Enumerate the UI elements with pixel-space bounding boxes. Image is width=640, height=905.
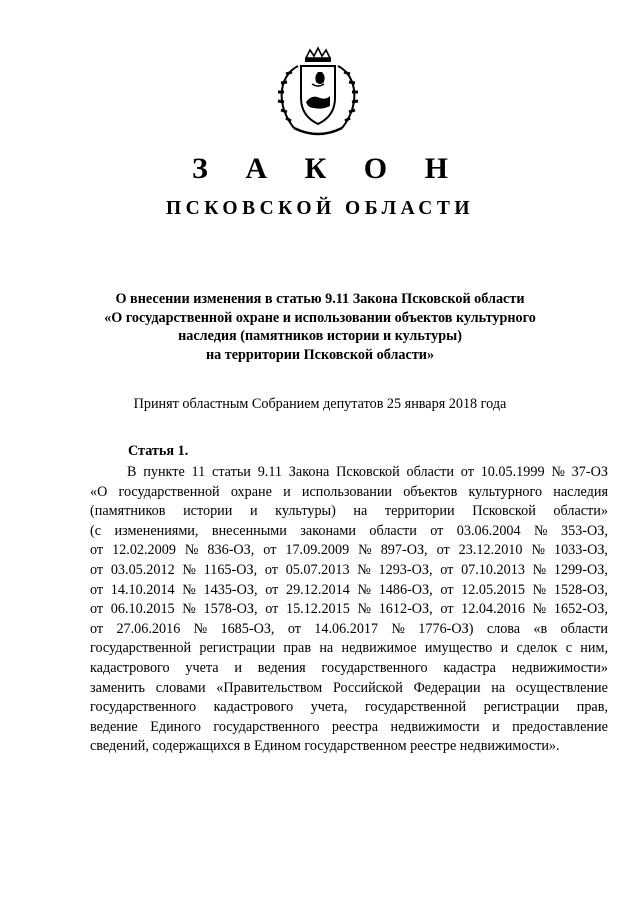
article-word: 897-ОЗ, [380, 542, 428, 559]
article-word: от [265, 581, 279, 598]
article-word: учета, [310, 699, 348, 716]
article-word: 353-ОЗ, [560, 522, 608, 539]
article-word: 1165-ОЗ, [203, 561, 258, 578]
article-word: от [440, 581, 454, 598]
article-word: Закона [288, 464, 330, 480]
article-word: культурного [468, 483, 543, 500]
article-word: и [249, 503, 258, 520]
article-word: от [264, 561, 278, 578]
article-word: 836-ОЗ, [207, 542, 255, 559]
article-word: содержащихся [152, 738, 244, 755]
article-line [90, 737, 608, 757]
article-word: государственного [321, 659, 428, 676]
article-word: области» [553, 503, 608, 520]
article-word: от [265, 601, 279, 618]
article-word: области [406, 464, 454, 480]
article-word: № [551, 464, 565, 480]
article-word: 1299-ОЗ, [553, 561, 608, 578]
article-line [90, 581, 608, 601]
article-word: ведения [257, 659, 306, 676]
article-word: от [436, 542, 450, 559]
article-word: использовании [301, 483, 393, 500]
article-word: государственного [213, 718, 320, 735]
article-word: (памятников [90, 503, 166, 520]
article-word: заменить [90, 679, 146, 696]
article-word: 12.04.2016 [461, 601, 525, 618]
article-word: ним, [580, 640, 608, 657]
article-line [90, 679, 608, 699]
article-word: № [532, 581, 547, 598]
article-word: на [353, 503, 368, 520]
article-word: недвижимости» [511, 659, 608, 676]
article-line [90, 659, 608, 679]
article-word: реестре [410, 738, 460, 755]
article-word: 14.06.2017 [314, 620, 379, 637]
article-line [90, 718, 608, 738]
article-word: 1033-ОЗ, [553, 542, 608, 559]
article-word: 1486-ОЗ, [378, 581, 433, 598]
article-word: кадастрового [90, 659, 170, 676]
article-word: и [500, 640, 509, 657]
article-word: 14.10.2014 [110, 581, 175, 598]
article-word: от [430, 522, 444, 539]
article-word: 12.05.2015 [461, 581, 525, 598]
article-word: сделок [516, 640, 558, 657]
article-word: 1652-ОЗ, [553, 601, 608, 618]
article-word: культуры) [275, 503, 336, 520]
article-word: «Правительством [216, 679, 323, 696]
article-word: 27.06.2016 [116, 620, 181, 637]
article-word: 03.06.2004 [456, 522, 521, 539]
article-word: 06.10.2015 [110, 601, 175, 618]
article-word: 15.12.2015 [285, 601, 350, 618]
article-word: 07.10.2013 [461, 561, 525, 578]
article-word: области [369, 522, 417, 539]
article-word: государственного [90, 699, 197, 716]
article-word: от [263, 542, 277, 559]
article-word: регистрации [483, 699, 560, 716]
article-word: № [193, 620, 208, 637]
law-title: З А К О Н [192, 152, 463, 185]
article-word: от [440, 561, 454, 578]
article-word: государственном [304, 738, 411, 755]
article-word: кадастра [443, 659, 496, 676]
article-word: (с [90, 522, 102, 539]
article-word: кадастрового [213, 699, 294, 716]
subject-line: наследия (памятников истории и культуры) [178, 328, 462, 344]
article-word: 1293-ОЗ, [378, 561, 433, 578]
article-word: № [532, 601, 547, 618]
article-word: от [90, 561, 104, 578]
article-word: 37-ОЗ [571, 464, 608, 480]
article-word: № [531, 542, 545, 559]
article-heading: Статья 1. [128, 443, 189, 459]
article-word: от [287, 620, 301, 637]
article-word: недвижимое [341, 640, 417, 657]
article-line [90, 561, 608, 581]
subject-line: О внесении изменения в статью 9.11 Закона Псковской области [115, 291, 525, 307]
article-word: от [460, 464, 474, 480]
article-word: регистрации [199, 640, 276, 657]
article-line [90, 541, 608, 561]
article-word: осуществление [515, 679, 608, 696]
article-word: на [491, 679, 506, 696]
article-word: № [391, 620, 405, 637]
article-word: в [243, 738, 254, 755]
article-word: 11 [191, 464, 206, 480]
article-line [90, 483, 608, 503]
article-word: от [90, 581, 104, 598]
article-word: «О [90, 483, 108, 500]
article-word: статьи [212, 464, 251, 480]
article-word: № [182, 581, 196, 598]
article-word: с [565, 640, 572, 657]
article-line [90, 620, 608, 640]
article-word: и [283, 483, 291, 500]
article-word: 10.05.1999 [480, 464, 545, 480]
article-word: недвижимости». [459, 738, 560, 755]
article-word: государственной [90, 640, 192, 657]
article-word: 1776-ОЗ) [418, 620, 474, 637]
article-word: В [127, 464, 137, 480]
article-word: пункте [143, 464, 185, 480]
article-word: 1435-ОЗ, [203, 581, 258, 598]
article-word: 23.12.2010 [458, 542, 523, 559]
law-region: ПСКОВСКОЙ ОБЛАСТИ [166, 198, 474, 219]
article-word: № [182, 601, 196, 618]
article-line [90, 698, 608, 718]
article-line [90, 639, 608, 659]
article-word: наследия [553, 483, 608, 500]
article-word: недвижимости [390, 718, 480, 735]
subject-line: «О государственной охране и использовании объектов культурного [104, 309, 536, 326]
article-word: № [357, 581, 372, 598]
article-word: истории [183, 503, 233, 520]
article-word: внесенными [211, 522, 287, 539]
article-word: 03.05.2012 [110, 561, 175, 578]
article-word: ведение [90, 718, 138, 735]
article-word: изменениями, [114, 522, 199, 539]
article-word: объектов [403, 483, 458, 500]
article-word: и [492, 718, 500, 735]
adoption-statement: Принят областным Собранием депутатов 25 января 2018 года [133, 396, 507, 412]
article-word: № [358, 542, 372, 559]
article-word: от [90, 542, 104, 559]
article-word: области [560, 620, 608, 637]
article-word: словами [155, 679, 206, 696]
article-word: 12.02.2009 [112, 542, 176, 559]
article-word: законами [300, 522, 356, 539]
article-body [90, 463, 608, 757]
article-word: от [90, 601, 104, 618]
article-line [90, 600, 608, 620]
article-word: на [319, 640, 334, 657]
article-word: 1578-ОЗ, [203, 601, 258, 618]
article-line [90, 463, 608, 483]
law-subject [80, 290, 560, 364]
article-word: 1685-ОЗ, [220, 620, 275, 637]
article-word: № [532, 561, 547, 578]
article-word: имущество [424, 640, 493, 657]
article-word: слова [486, 620, 521, 637]
article-word: 1612-ОЗ, [378, 601, 433, 618]
article-word: 05.07.2013 [285, 561, 350, 578]
article-word: 1528-ОЗ, [553, 581, 608, 598]
article-word: Единого [150, 718, 201, 735]
article-word: Российской [332, 679, 403, 696]
article-word: реестра [331, 718, 379, 735]
article-word: 17.09.2009 [285, 542, 350, 559]
article-word: от [90, 620, 104, 637]
article-word: № [357, 601, 372, 618]
article-word: № [184, 542, 199, 559]
article-word: Федерации [413, 679, 481, 696]
article-word: 9.11 [257, 464, 282, 480]
article-word: Едином [253, 738, 305, 755]
article-word: прав, [576, 699, 608, 716]
article-word: от [440, 601, 454, 618]
article-word: предоставление [512, 718, 608, 735]
article-word: № [182, 561, 196, 578]
article-word: прав [283, 640, 312, 657]
article-line [90, 502, 608, 522]
article-word: учета [185, 659, 219, 676]
article-word: государственной [118, 483, 220, 500]
article-word: охране [230, 483, 272, 500]
subject-line: на территории Псковской области» [205, 346, 435, 363]
article-word: Псковской [472, 503, 536, 520]
article-word: территории [384, 503, 455, 520]
article-line [90, 522, 608, 542]
pskov-coat-of-arms-icon [268, 46, 368, 142]
article-word: сведений, [90, 738, 153, 755]
article-word: № [534, 522, 548, 539]
article-word: № [357, 561, 371, 578]
article-word: и [234, 659, 242, 676]
article-word: Псковской [336, 464, 400, 480]
article-word: «в [533, 620, 548, 637]
article-word: 29.12.2014 [285, 581, 350, 598]
article-word: государственной [364, 699, 467, 716]
